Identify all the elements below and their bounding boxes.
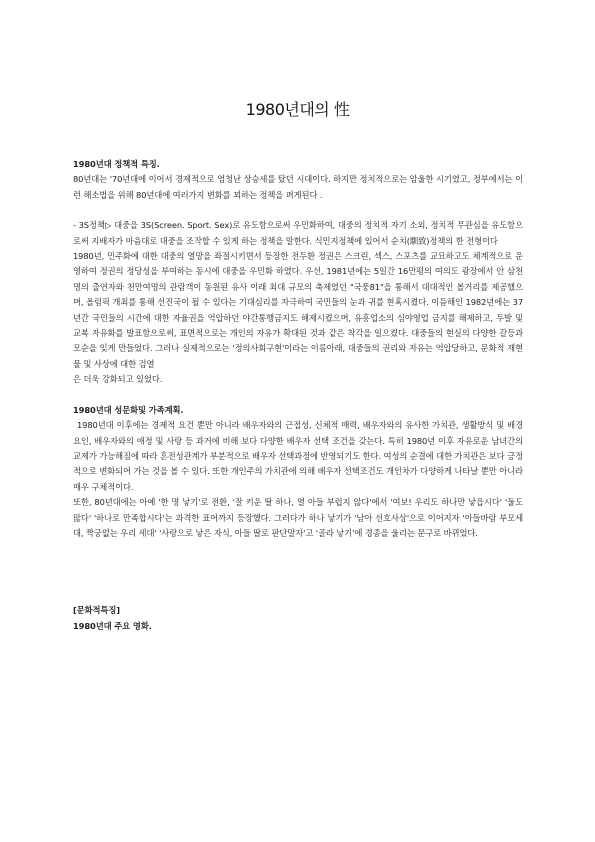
section-sex-culture (73, 403, 523, 542)
section-heading: 1980년대 정책적 특징. (73, 159, 160, 169)
paragraph: 80년대는 '70년대에 이어서 경제적으로 엄청난 상승세를 탔던 시대이다. 하지만 정치적으로는 암울한 시기였고, 정부에서는 이런 해소법을 위해 80년대에 여러가지 변화를 꾀하는 정책을 펴게된다 . (73, 174, 523, 200)
category-label: [문화적특징] (73, 605, 120, 616)
section-culture (73, 603, 523, 634)
section-policy (73, 157, 523, 388)
document-title: 1980년대의 性 (245, 100, 350, 119)
paragraph: 1980년대 이후에는 경제적 요건 뿐만 아니라 배우자와의 근접성, 신체적 매력, 배우자와의 유사한 가치관, 생활방식 및 배경요인, 배우자와의 애정 및 사랑 등 과거에 비해 보다 다양한 배우자 선택 조건을 갖는다. 특히 1980년 이후 자유로운 남녀간의 교제가 가능해짐에 따라 혼전성관계가 부분적으로 배우자 선택과정에 반영되기도 한다. 여성의 순결에 대한 가치관은 보다 긍정적으로 변화되어 가는 것을 볼 수 있다. 또한 개인주의 가치관에 의해 배우자 선택조건도 개인차가 다양하게 나타날 뿐만 아니라 매우 구체적이다. (73, 420, 523, 492)
document-body (73, 157, 523, 634)
paragraph: - 3S정책▷ 대중을 3S(Screen. Sport. Sex)로 유도함으로써 우민화하여, 대중의 정치적 자기 소외, 정치적 무관심을 유도함으로써 지배자가 마음대로 대중을 조작할 수 있게 하는 정책을 말한다. 식민지정책에 있어서 순치(馴致)정책의 한 전형이다 (73, 220, 523, 246)
paragraph: 1980년, 민주화에 대한 대중의 열망을 좌절시키면서 등장한 전두환 정권은 스크린, 섹스, 스포츠를 교묘하고도 체계적으로 운영하여 정권의 정당성을 부여하는 동시에 대중을 우민화 하였다. 우선, 1981년에는 5일간 16만평의 여의도 광장에서 안 삼천명의 출연자와 천만여명의 관람객이 동원된 유사 이래 최대 규모의 축제였던 "국풍81"을 통해서 대대적인 볼거리를 제공했으며, 올림픽 개최를 통해 선진국이 될 수 있다는 기대심리를 자극하여 국민들의 눈과 귀를 현혹시켰다. 이듬해인 1982년에는 37년간 국민들의 시간에 대한 자율권을 억압하던 야간통행금지도 해제시켰으며, 유흥업소의 심야영업 금지를 해제하고, 두발 및 교복 자유화를 발표함으로써, 표면적으로는 개인의 자유가 확대된 것과 같은 착각을 일으켰다. 대중들의 현실의 다양한 갈등과 모순을 잊게 만들었다. 그러나 실제적으로는 '정의사회구현'이라는 이름아래, 대중들의 권리와 자유는 억압당하고, 문화적 재현물 및 사상에 대한 검열 (73, 251, 523, 369)
section-heading: 1980년대 주요 영화. (73, 620, 152, 631)
paragraph: 또한, 80년대에는 아예 '한 명 낳기'로 전환, '잘 키운 딸 하나, 열 아들 부럽지 않다'에서 '여보! 우리도 하나만 낳읍시다' '둘도 많다' '하나로 만족합시다'는 과격한 표어까지 등장했다. 그러다가 하나 낳기가 '남아 선호사상'으로 이어지자 '아들바람 부모세대, 짝궁없는 우리 세대' '사랑으로 낳은 자식, 아들 딸로 판단말자'고 '골라 낳기'에 경종을 울리는 문구로 바뀌었다. (73, 497, 523, 538)
paragraph: 은 더욱 강화되고 있었다. (73, 374, 163, 385)
section-heading: 1980년대 성문화및 가족계획. (73, 404, 184, 415)
